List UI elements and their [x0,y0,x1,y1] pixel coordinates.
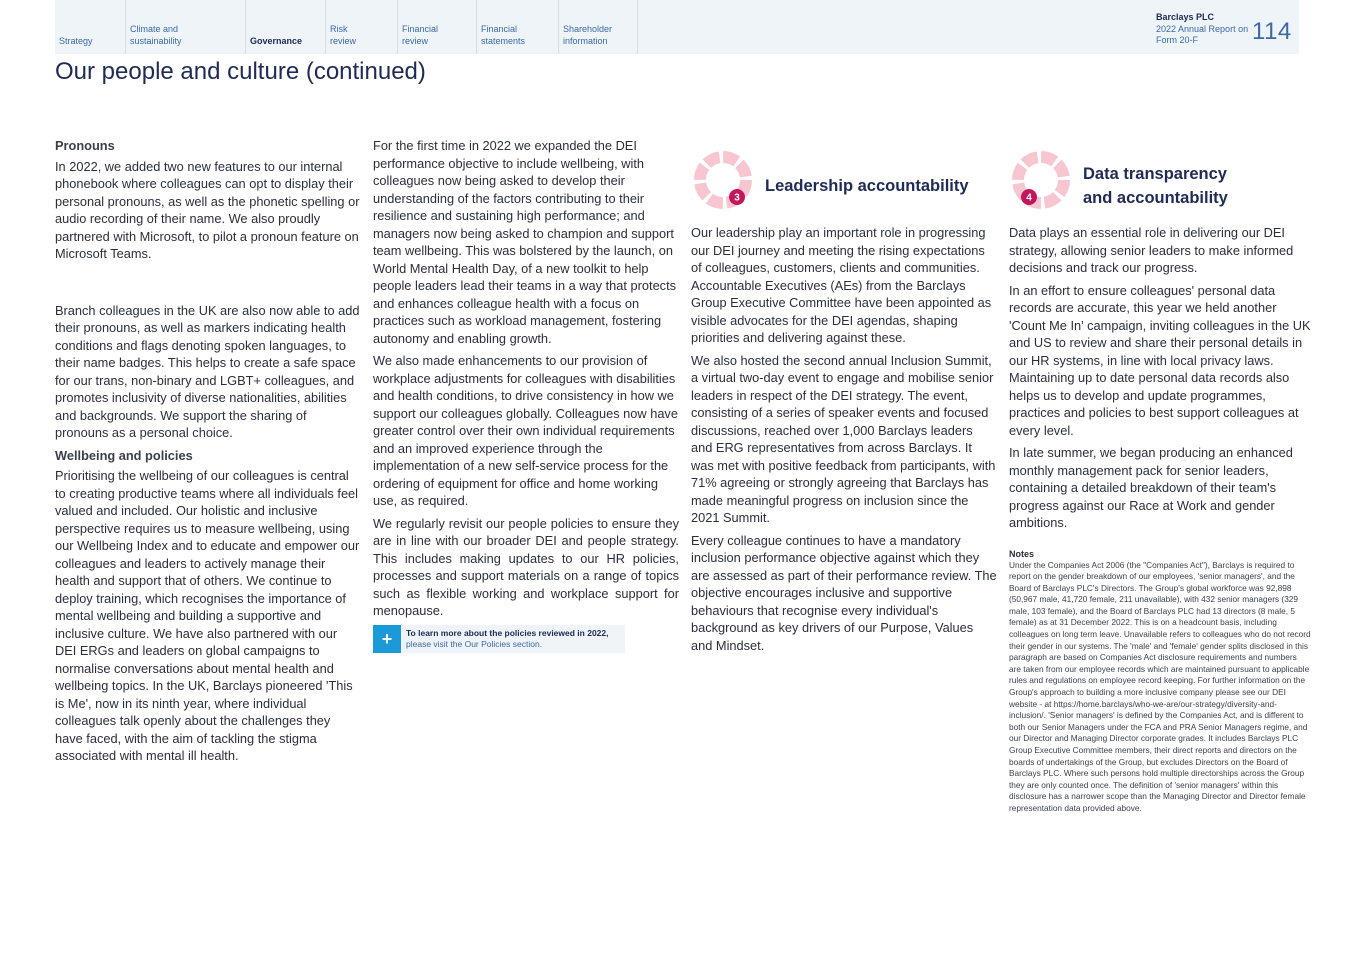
data-paragraph-3: In late summer, we began producing an enhanced monthly management pack for senior leaders, containing a detailed breakdown of their team's progress against our Race at Work and gender ambitions. [1009,445,1293,530]
ring-segment-icon [693,150,753,210]
heading-line-2: and accountability [1083,189,1228,207]
notes-body: Under the Companies Act 2006 (the "Companies Act"), Barclays is required to report on the gender breakdown of our employees, 'senior managers', and the Board of Barclays PLC's Directors. The Group's global workforce was 92,898 (50,967 male, 41,720 female, 211 unavailable), with 432 senior managers (329 male, 103 female), and the Board of Barclays PLC had 13 directors (8 male, 5 female) as at 31 December 2022. This is on a headcount basis, including colleagues on long term leave. Unavailable refers to colleagues who do not record their gender in our systems. The 'male' and 'female' gender splits disclosed in this paragraph are based on Companies Act disclosure requirements and numbers are taken from our employee records which are maintained pursuant to applicable rules and regulations on employee record keeping. For further information on the Group's approach to building a more inclusive company please see our DEI website - at https://home.barclays/who-we-are/our-strategy/diversity-and-inclusion/. 'Senior managers' is defined by the Companies Act, and is different to both our Senior Managers under the FCA and PRA Senior Managers regime, and our Director and Managing Director corporate grades. It includes Barclays PLC Group Executive Committee members, their direct reports and directors on the boards of undertakings of the Group, but excludes Directors on the Board of Barclays PLC. Where such persons hold multiple directorships across the Group they are only counted once. The definition of 'senior managers' within this disclosure has a narrower scope than the Managing Director and Director female representation data provided above. [1009,559,1311,813]
leadership-paragraph-1: Our leadership play an important role in progressing our DEI journey and meeting the rising expectations of colleagues, customers, clients and communities. Accountable Executives (AEs) from the Barclays Group Executive Committee have been appointed as visible advocates for the DEI agendas, shaping priorities and delivering against these. [691,225,992,345]
page-title: Our people and culture (continued) [55,58,426,85]
top-navigation [55,0,1299,54]
callout-link[interactable]: please visit the Our Policies section. [406,638,543,649]
data-paragraph-2: In an effort to ensure colleagues' personal data records are accurate, this year we held another 'Count Me In' campaign, inviting colleagues in the UK and US to review and share their personal details in our HR systems, in line with local privacy laws. Maintaining up to date personal data records also helps us to develop and update programmes, practices and policies to best support colleagues at every level. [1009,282,1311,438]
tab-financial-review-label: Financial review [402,24,439,46]
leadership-heading: Leadership accountability [765,177,969,195]
col2-paragraph-2: We also made enhancements to our provision of workplace adjustments for colleagues with disabilities and health conditions, to drive consistency in how we support our colleagues globally. Colleagues now have greater control over their own individual requirements and an improved experience through the implementation of a new self-service process for the ordering of equipment for office and home working use, as required. [373,353,678,508]
tab-shareholder-label: Shareholder information [563,24,613,46]
data-transparency-heading [1083,162,1228,210]
badge-number: 3 [734,192,740,204]
col2-paragraph-3: We regularly revisit our people policies to ensure they are in line with our broader DEI and people strategy. This includes making updates to our HR policies, processes and support materials on a range of topics such as flexible working and workplace support for menopause. [373,515,679,618]
tab-financial-review[interactable] [398,0,477,54]
badge-number: 4 [1026,192,1032,204]
tab-risk-label: Risk review [330,24,357,46]
leadership-paragraph-2: We also hosted the second annual Inclusion Summit, a virtual two-day event to engage and mobilise senior leaders in respect of the DEI strategy. The event, consisting of a series of speaker events and focused discussions, reached over 1,000 Barclays leaders and ERG representatives from across Barclays. It was met with positive feedback from participants, with 71% agreeing or strongly agreeing that Barclays has made meaningful progress on inclusion since the 2021 Summit. [691,352,996,525]
tab-climate-label: Climate and sustainability [130,24,182,46]
column-2 [373,137,679,653]
page-number: 114 [1252,18,1292,45]
column-1 [55,137,361,770]
data-paragraph-1: Data plays an essential role in delivering our DEI strategy, allowing senior leaders to make informed decisions and track our progress. [1009,225,1294,275]
company-name: Barclays PLC [1156,12,1215,22]
tab-strategy[interactable] [55,0,126,54]
wellbeing-paragraph: Prioritising the wellbeing of our colleagues is central to creating productive teams where all individuals feel valued and included. Our holistic and inclusive perspective requires us to measure wellbeing, using our Wellbeing Index and to educate and empower our colleagues and leaders to actively manage their health and support that of others. We continue to deploy training, which recognises the importance of mental wellbeing and building a supportive and inclusive culture. We have also partnered with our DEI ERGs and leaders on global campaigns to normalise conversations about mental health and wellbeing topics. In the UK, Barclays pioneered 'This is Me', now in its ninth year, where individual colleagues talk openly about the challenges they have faced, with the aim of tackling the stigma associated with mental ill health. [55,468,360,763]
pronouns-paragraph-2: Branch colleagues in the UK are also now able to add their pronouns, as well as markers indicating health conditions and flags denoting spoken languages, to their name badges. This helps to create a safe space for our trans, non-binary and LGBT+ colleagues, and promotes inclusivity of diverse nationalities, abilities and backgrounds. We support the sharing of pronouns as a personal choice. [55,302,360,440]
data-transparency-header [1009,146,1315,224]
leadership-paragraph-3: Every colleague continues to have a mandatory inclusion performance objective against which they are assessed as part of their performance review. The objective encourages inclusive and supportive behaviours that recognise every individual's background as key drivers of our Purpose, Values and Mindset. [691,532,997,653]
column-4 [1009,140,1315,815]
tab-financial-statements[interactable] [477,0,559,54]
tab-financial-statements-label: Financial statements [481,24,526,46]
ring-segment-icon [1011,150,1071,210]
tab-strategy-label: Strategy [59,35,93,46]
callout-line-1: To learn more about the policies reviewed in 2022, [406,627,609,638]
tab-shareholder-information[interactable] [559,0,638,54]
tab-climate-and-sustainability[interactable] [126,0,246,54]
pronouns-heading: Pronouns [55,138,115,153]
report-info [1156,12,1252,47]
leadership-header [691,146,997,224]
learn-more-callout[interactable] [373,625,625,653]
tab-governance[interactable] [246,0,326,54]
heading-line-1: Data transparency [1083,165,1227,183]
spacer [55,268,361,302]
pronouns-paragraph-1: In 2022, we added two new features to our internal phonebook where colleagues can opt to display their personal pronouns, as well as the phonetic spelling or audio recording of their name. We also proudly partnered with Microsoft, to pilot a pronoun feature on Microsoft Teams. [55,158,360,261]
plus-icon: + [373,625,401,653]
report-subtitle: 2022 Annual Report on Form 20-F [1156,23,1249,45]
tab-governance-label: Governance [250,35,303,46]
notes-heading: Notes [1009,548,1035,559]
tab-risk-review[interactable] [326,0,398,54]
col2-paragraph-1: For the first time in 2022 we expanded the DEI performance objective to include wellbeing, with colleagues now being asked to develop their understanding of the factors contributing to their resilience and sustaining high performance; and managers now being asked to champion and support team wellbeing. This was bolstered by the launch, on World Mental Health Day, of a new toolkit to help people leaders lead their teams in a way that protects and enhances colleague health with a focus on practices such as workload management, fostering autonomy and enabling growth. [373,138,677,346]
column-3 [691,140,997,659]
wellbeing-heading: Wellbeing and policies [55,447,193,463]
